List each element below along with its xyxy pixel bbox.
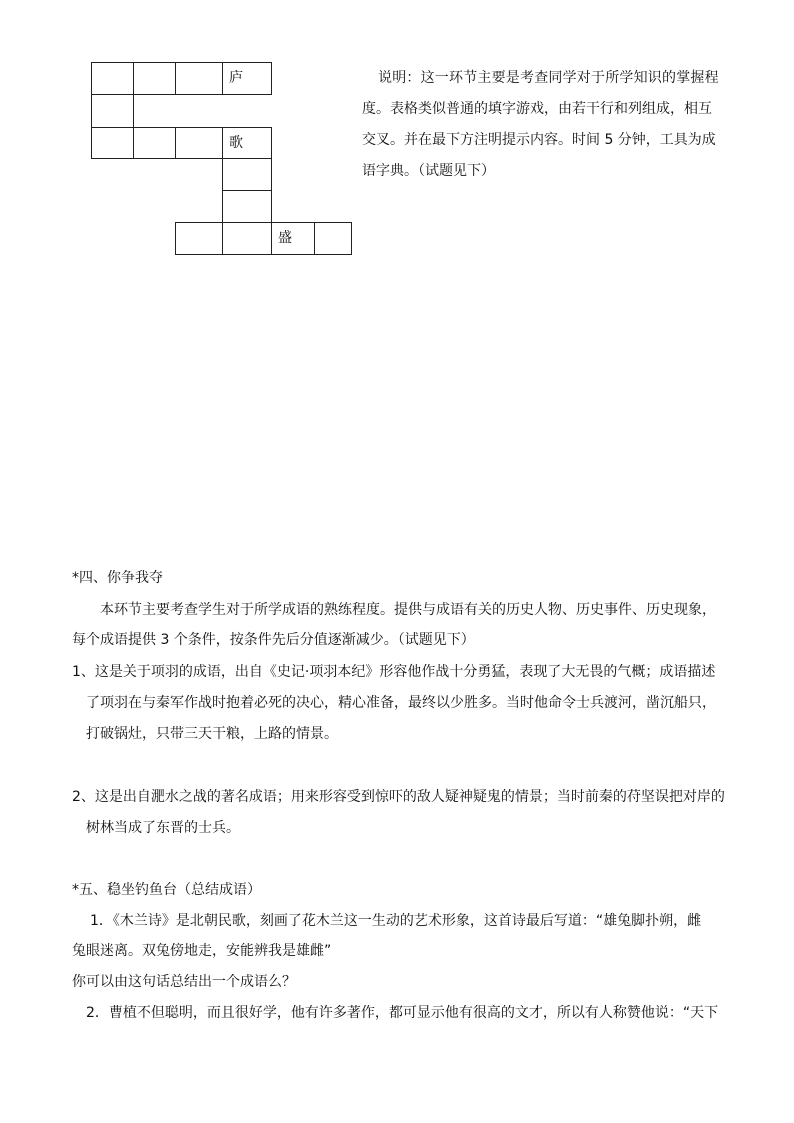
crossword-cell[interactable] [133, 127, 176, 159]
crossword-cell[interactable] [91, 62, 134, 95]
crossword-clue-char: 庐 [229, 70, 243, 86]
question-line: 树林当成了东晋的士兵。 [86, 820, 240, 836]
crossword-cell[interactable] [222, 190, 272, 223]
crossword-cell[interactable] [175, 62, 223, 95]
description-line: 交叉。并在最下方注明提示内容。时间 5 分钟，工具为成 [362, 132, 716, 148]
question-line: 打破锅灶，只带三天干粮，上路的情景。 [86, 726, 338, 742]
crossword-cell[interactable] [133, 62, 176, 95]
crossword-cell[interactable] [222, 158, 272, 191]
section-intro-line: 每个成语提供 3 个条件，按条件先后分值逐渐减少。（试题见下） [72, 632, 475, 648]
question-line: 兔眼迷离。双兔傍地走，安能辨我是雄雌” [72, 943, 332, 959]
description-line: 度。表格类似普通的填字游戏，由若干行和列组成，相互 [362, 101, 712, 117]
question-line: 1、这是关于项羽的成语，出自《史记·项羽本纪》形容他作战十分勇猛，表现了大无畏的气概；成语描述 [72, 664, 716, 680]
question-line: 2．曹植不但聪明，而且很好学，他有许多著作，都可显示他有很高的文才，所以有人称赞他说：“天下 [86, 1005, 719, 1021]
crossword-clue-char: 盛 [278, 230, 292, 246]
section-intro-line: 本环节主要考查学生对于所学成语的熟练程度。提供与成语有关的历史人物、历史事件、历史现象， [100, 602, 716, 618]
crossword-cell[interactable] [175, 127, 223, 159]
question-line: 1．《木兰诗》是北朝民歌，刻画了花木兰这一生动的艺术形象，这首诗最后写道：“雄兔脚扑朔，雌 [90, 913, 702, 929]
crossword-cell[interactable] [222, 127, 272, 159]
crossword-cell[interactable] [91, 94, 134, 128]
crossword-cell[interactable] [222, 62, 272, 95]
crossword-cell[interactable] [222, 222, 272, 255]
description-line: 语字典。（试题见下） [362, 163, 495, 179]
crossword-cell[interactable] [314, 222, 352, 255]
crossword-clue-char: 歌 [229, 135, 243, 151]
description-line: 说明：这一环节主要是考查同学对于所学知识的掌握程 [378, 70, 719, 86]
crossword-grid [0, 0, 794, 300]
crossword-cell[interactable] [271, 222, 315, 255]
section-heading: *五、稳坐钓鱼台（总结成语） [72, 882, 261, 898]
crossword-cell[interactable] [175, 222, 223, 255]
section-heading: *四、你争我夺 [72, 570, 163, 586]
question-line: 你可以由这句话总结出一个成语么？ [72, 974, 296, 990]
question-line: 了项羽在与秦军作战时抱着必死的决心，精心准备，最终以少胜多。当时他命令士兵渡河，凿沉船只， [86, 695, 716, 711]
crossword-cell[interactable] [91, 127, 134, 159]
question-line: 2、这是出自淝水之战的著名成语；用来形容受到惊吓的敌人疑神疑鬼的情景；当时前秦的苻坚误把对岸的 [72, 789, 725, 805]
